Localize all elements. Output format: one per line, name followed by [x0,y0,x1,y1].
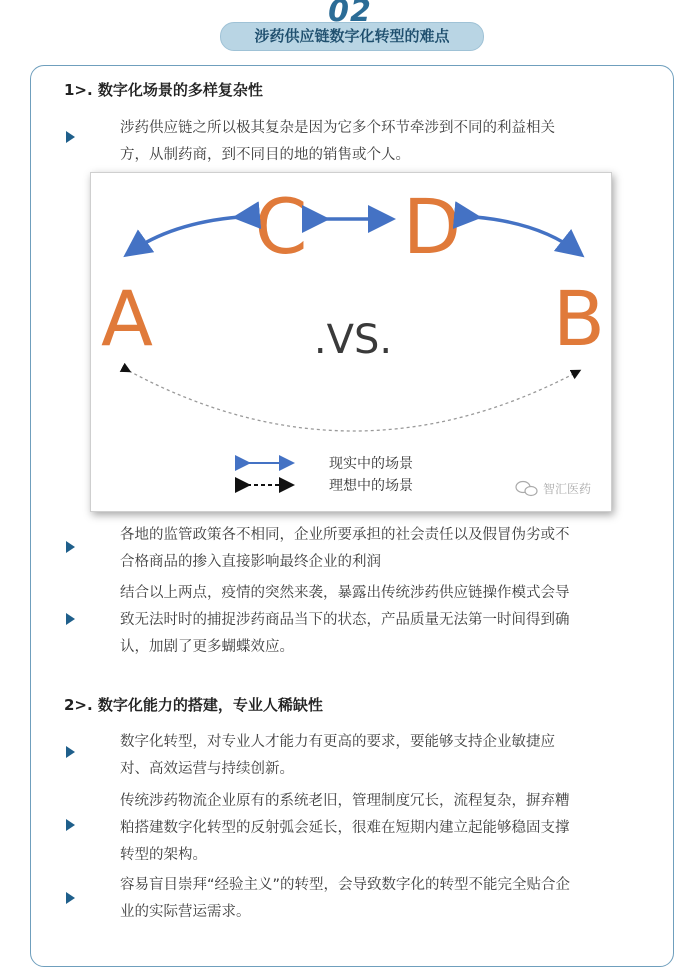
text-line: 各地的监管政策各不相同，企业所要承担的社会责任以及假冒伪劣或不 [120,527,570,543]
text-line: 认，加剧了更多蝴蝶效应。 [120,639,294,655]
text-line: 涉药供应链之所以极其复杂是因为它多个环节牵涉到不同的利益相关 [120,120,555,136]
node-a: A [101,274,153,363]
section2-point-2 [120,788,642,869]
arrow-c-a [129,217,239,253]
section1-intro [120,115,642,169]
stakeholder-diagram [90,172,612,512]
section2-point-3 [120,872,642,926]
text-line: 方，从制药商，到不同目的地的销售或个人。 [120,147,410,163]
section-title: 涉药供应链数字化转型的难点 [220,22,484,51]
section1-heading: 1>. 数字化场景的多样复杂性 [64,81,263,99]
section-number: 02 [328,0,372,29]
text-line: 合格商品的掺入直接影响最终企业的利润 [120,554,381,570]
legend-solid-label: 现实中的场景 [329,456,413,472]
bullet-icon [66,541,75,553]
bullet-icon [66,746,75,758]
section2-heading: 2>. 数字化能力的搭建，专业人稀缺性 [64,696,323,714]
text-line: 业的实际营运需求。 [120,904,251,920]
diagram-canvas [91,173,611,511]
text-line: 对、高效运营与持续创新。 [120,761,294,777]
section2-point-1 [120,729,642,783]
arrow-d-b [475,217,579,253]
text-line: 容易盲目崇拜“经验主义”的转型，会导致数字化的转型不能完全贴合企 [120,877,571,893]
text-line: 转型的架构。 [120,847,207,863]
arrow-a-b-ideal [129,371,579,431]
node-c: C [254,182,308,271]
bullet-icon [66,892,75,904]
text-line: 致无法时时的捕捉涉药商品当下的状态，产品质量无法第一时间得到确 [120,612,570,628]
section1-point-1 [120,522,642,576]
text-line: 结合以上两点，疫情的突然来袭，暴露出传统涉药供应链操作模式会导 [120,585,570,601]
vs-label: .VS. [313,317,393,363]
bullet-icon [66,131,75,143]
bullet-icon [66,819,75,831]
node-d: D [402,182,462,271]
bullet-icon [66,613,75,625]
watermark-text: 智汇医药 [543,482,592,496]
text-line: 粕搭建数字化转型的反射弧会延长，很难在短期内建立起能够稳固支撑 [120,820,570,836]
section-header [0,0,700,56]
text-line: 传统涉药物流企业原有的系统老旧，管理制度冗长，流程复杂，摒弃糟 [120,793,570,809]
text-line: 数字化转型，对专业人才能力有更高的要求，要能够支持企业敏捷应 [120,734,555,750]
section1-point-2 [120,580,642,661]
legend-dashed-label: 理想中的场景 [329,478,413,494]
wechat-icon [516,482,537,496]
node-b: B [552,274,606,363]
